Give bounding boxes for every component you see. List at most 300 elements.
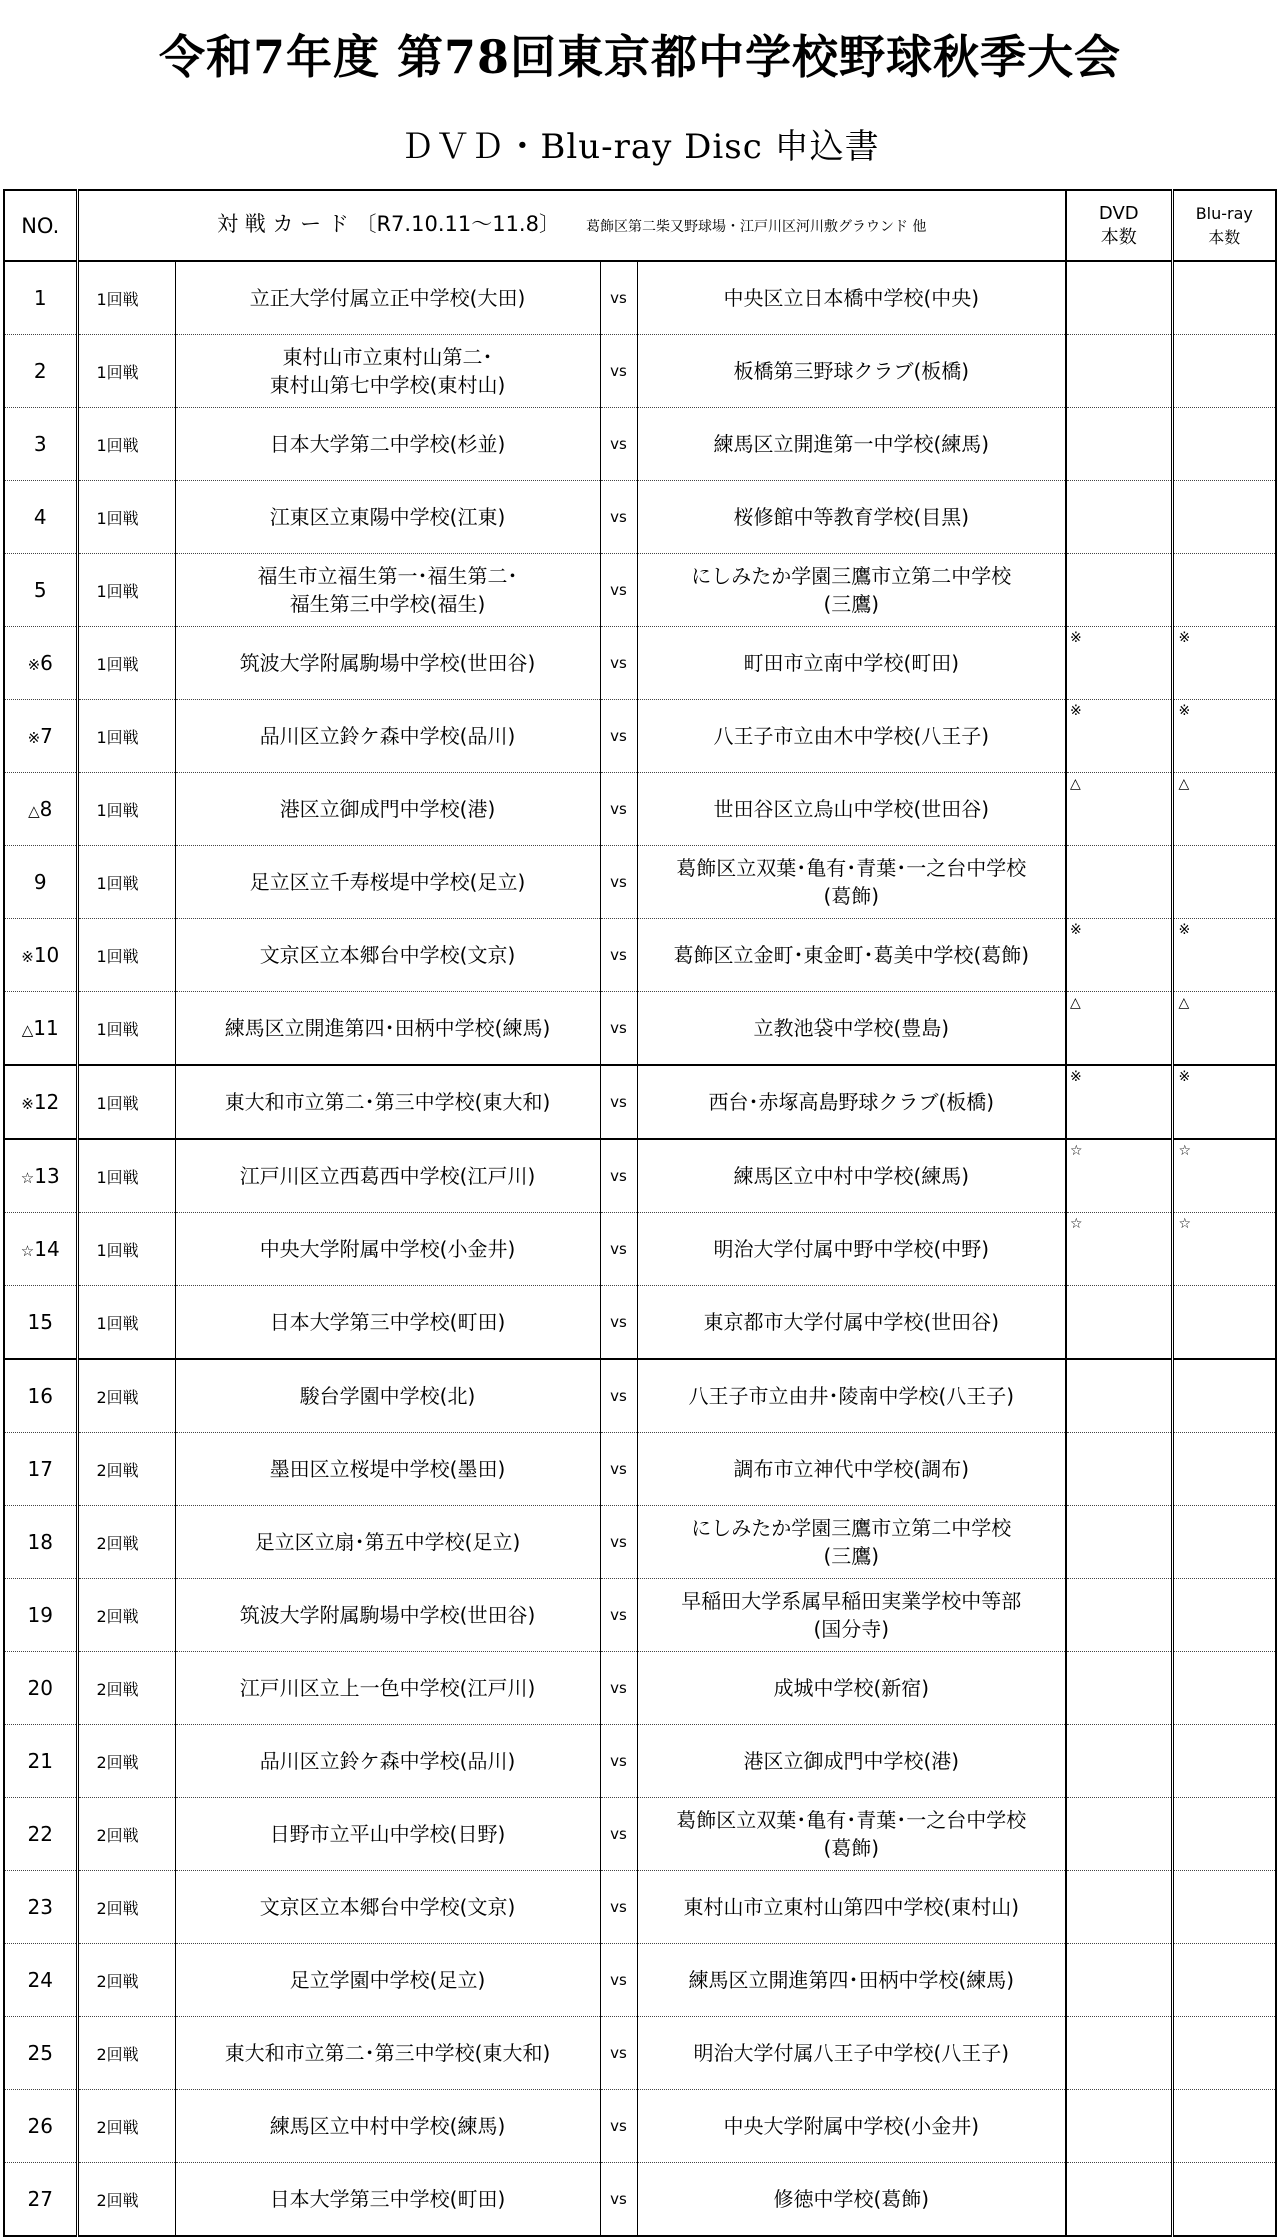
- away-team-cell: [637, 1798, 1066, 1871]
- bluray-count-cell[interactable]: [1172, 700, 1276, 773]
- round-label: 1回戦: [96, 1240, 139, 1260]
- round-cell: [77, 919, 175, 992]
- home-team-line: 江戸川区立西葛西中学校(江戸川): [239, 1164, 536, 1188]
- vs-cell: [600, 261, 637, 335]
- dvd-count-cell[interactable]: [1066, 700, 1172, 773]
- away-team-line: 板橋第三野球クラブ(板橋): [733, 359, 970, 383]
- vs-label: vs: [610, 2117, 627, 2135]
- round-label: 2回戦: [96, 1825, 139, 1845]
- dvd-count-cell[interactable]: [1066, 992, 1172, 1066]
- round-label: 2回戦: [96, 1752, 139, 1772]
- vs-cell: [600, 1871, 637, 1944]
- dvd-mark: △: [1070, 776, 1081, 792]
- home-team-line: 品川区立鈴ケ森中学校(品川): [259, 1749, 516, 1773]
- match-number: 7: [40, 724, 53, 748]
- header-bluray-count: [1172, 190, 1276, 261]
- dvd-count-cell[interactable]: [1066, 1944, 1172, 2017]
- home-team-cell: [175, 1286, 600, 1360]
- table-row: [4, 1652, 1276, 1725]
- match-number: 24: [27, 1968, 53, 1992]
- bluray-count-cell[interactable]: [1172, 1725, 1276, 1798]
- dvd-count-cell[interactable]: [1066, 1286, 1172, 1360]
- home-team-cell: [175, 773, 600, 846]
- header-venue-note: 葛飾区第二柴又野球場・江戸川区河川敷グラウンド 他: [585, 219, 927, 235]
- match-number: 23: [27, 1895, 53, 1919]
- round-label: 1回戦: [96, 362, 139, 382]
- vs-cell: [600, 1506, 637, 1579]
- away-team-line: 明治大学付属中野中学校(中野): [713, 1237, 990, 1261]
- away-team-line: 成城中学校(新宿): [773, 1676, 930, 1700]
- vs-label: vs: [610, 1093, 627, 1111]
- away-team-line: にしみたか学園三鷹市立第二中学校: [691, 564, 1012, 588]
- home-team-cell: [175, 1433, 600, 1506]
- home-team-cell: [175, 1065, 600, 1139]
- table-row: [4, 1139, 1276, 1213]
- dvd-count-cell[interactable]: [1066, 1433, 1172, 1506]
- away-team-line: 中央区立日本橋中学校(中央): [723, 286, 980, 310]
- dvd-count-cell[interactable]: [1066, 773, 1172, 846]
- home-team-line: 練馬区立中村中学校(練馬): [269, 2114, 506, 2138]
- round-cell: [77, 1725, 175, 1798]
- vs-label: vs: [610, 1825, 627, 1843]
- round-cell: [77, 2017, 175, 2090]
- away-team-line: 調布市立神代中学校(調布): [733, 1457, 970, 1481]
- match-mark: △: [28, 802, 40, 820]
- home-team-cell: [175, 408, 600, 481]
- away-team-line: 八王子市立由木中学校(八王子): [713, 724, 990, 748]
- bluray-count-cell[interactable]: [1172, 335, 1276, 408]
- away-team-cell: [637, 1139, 1066, 1213]
- home-team-cell: [175, 1944, 600, 2017]
- bluray-count-cell[interactable]: [1172, 2017, 1276, 2090]
- home-team-line: 福生市立福生第一･福生第二･: [257, 564, 518, 588]
- page-subtitle: ＤＶＤ・Blu-ray Disc 申込書: [400, 127, 880, 167]
- vs-cell: [600, 1652, 637, 1725]
- match-mark: ※: [27, 656, 41, 674]
- round-label: 1回戦: [96, 508, 139, 528]
- away-team-line: 葛飾区立双葉･亀有･青葉･一之台中学校: [676, 856, 1027, 880]
- away-team-cell: [637, 1065, 1066, 1139]
- bluray-count-cell[interactable]: [1172, 481, 1276, 554]
- home-team-line: 足立区立扇･第五中学校(足立): [254, 1530, 521, 1554]
- home-team-line: 足立区立千寿桜堤中学校(足立): [249, 870, 526, 894]
- dvd-count-cell[interactable]: [1066, 481, 1172, 554]
- round-cell: [77, 1871, 175, 1944]
- bluray-count-cell[interactable]: [1172, 408, 1276, 481]
- match-number-cell: [4, 2090, 77, 2163]
- home-team-cell: [175, 481, 600, 554]
- match-mark: ※: [27, 729, 41, 747]
- home-team-line: 東村山市立東村山第二･: [282, 345, 493, 369]
- bluray-mark: ※: [1178, 703, 1191, 719]
- home-team-cell: [175, 1506, 600, 1579]
- away-team-cell: [637, 700, 1066, 773]
- match-number-cell: [4, 261, 77, 335]
- home-team-line: 品川区立鈴ケ森中学校(品川): [259, 724, 516, 748]
- bluray-count-cell[interactable]: [1172, 1213, 1276, 1286]
- home-team-cell: [175, 1579, 600, 1652]
- home-team-cell: [175, 992, 600, 1066]
- round-label: 2回戦: [96, 1679, 139, 1699]
- match-number: 18: [27, 1530, 53, 1554]
- round-cell: [77, 1652, 175, 1725]
- vs-label: vs: [610, 1167, 627, 1185]
- match-number: 1: [33, 286, 47, 310]
- away-team-cell: [637, 2090, 1066, 2163]
- bluray-count-cell[interactable]: [1172, 1065, 1276, 1139]
- vs-cell: [600, 1579, 637, 1652]
- away-team-line: 中央大学附属中学校(小金井): [723, 2114, 980, 2138]
- match-number-cell: [4, 2017, 77, 2090]
- round-cell: [77, 1579, 175, 1652]
- match-number-cell: [4, 481, 77, 554]
- page-title: 令和7年度 第78回東京都中学校野球秋季大会: [158, 30, 1122, 84]
- round-label: 2回戦: [96, 1606, 139, 1626]
- home-team-cell: [175, 1139, 600, 1213]
- away-team-line: (国分寺): [813, 1617, 890, 1641]
- home-team-line: 江東区立東陽中学校(江東): [269, 505, 506, 529]
- round-label: 2回戦: [96, 2044, 139, 2064]
- table-row: [4, 2017, 1276, 2090]
- vs-label: vs: [610, 946, 627, 964]
- round-label: 1回戦: [96, 1019, 139, 1039]
- away-team-cell: [637, 919, 1066, 992]
- home-team-line: 駿台学園中学校(北): [299, 1384, 476, 1408]
- bluray-count-cell[interactable]: [1172, 2090, 1276, 2163]
- dvd-count-cell[interactable]: [1066, 1139, 1172, 1213]
- dvd-mark: ※: [1070, 703, 1082, 719]
- match-mark: ☆: [20, 1169, 35, 1187]
- match-number: 25: [27, 2041, 53, 2065]
- round-label: 1回戦: [96, 289, 139, 309]
- home-team-line: 日本大学第三中学校(町田): [269, 1310, 506, 1334]
- match-number: 3: [33, 432, 47, 456]
- away-team-cell: [637, 261, 1066, 335]
- home-team-line: 文京区立本郷台中学校(文京): [259, 943, 516, 967]
- away-team-line: 港区立御成門中学校(港): [743, 1749, 960, 1773]
- header-dvd-sublabel: 本数: [1100, 226, 1137, 248]
- vs-cell: [600, 1359, 637, 1433]
- home-team-line: 日本大学第二中学校(杉並): [269, 432, 506, 456]
- match-mark: ※: [21, 1095, 34, 1113]
- vs-cell: [600, 335, 637, 408]
- table-row: [4, 554, 1276, 627]
- away-team-line: (三鷹): [823, 1544, 880, 1568]
- table-row: [4, 2163, 1276, 2237]
- match-number-cell: [4, 1579, 77, 1652]
- bluray-mark: ☆: [1178, 1216, 1192, 1232]
- away-team-cell: [637, 481, 1066, 554]
- round-label: 1回戦: [96, 1093, 139, 1113]
- bluray-mark: △: [1178, 776, 1190, 792]
- match-mark: ※: [21, 948, 34, 966]
- match-number: 12: [33, 1090, 60, 1114]
- away-team-cell: [637, 1286, 1066, 1360]
- bluray-count-cell[interactable]: [1172, 1433, 1276, 1506]
- header-dvd-count: [1066, 190, 1172, 261]
- round-label: 1回戦: [96, 946, 139, 966]
- round-cell: [77, 408, 175, 481]
- bluray-mark: ※: [1178, 1069, 1191, 1085]
- vs-cell: [600, 627, 637, 700]
- bluray-count-cell[interactable]: [1172, 554, 1276, 627]
- vs-label: vs: [610, 1019, 627, 1037]
- vs-label: vs: [610, 362, 627, 380]
- away-team-cell: [637, 335, 1066, 408]
- table-row: [4, 1798, 1276, 1871]
- dvd-count-cell[interactable]: [1066, 1871, 1172, 1944]
- vs-label: vs: [610, 800, 627, 818]
- away-team-line: 桜修館中等教育学校(目黒): [733, 505, 970, 529]
- bluray-count-cell[interactable]: [1172, 261, 1276, 335]
- bluray-count-cell[interactable]: [1172, 992, 1276, 1066]
- table-row: [4, 1065, 1276, 1139]
- round-label: 1回戦: [96, 873, 139, 893]
- order-form-table: [3, 189, 1277, 2237]
- match-number-cell: [4, 627, 77, 700]
- bluray-count-cell[interactable]: [1172, 1359, 1276, 1433]
- home-team-line: 中央大学附属中学校(小金井): [259, 1237, 516, 1261]
- table-row: [4, 846, 1276, 919]
- round-cell: [77, 846, 175, 919]
- round-label: 2回戦: [96, 2117, 139, 2137]
- round-cell: [77, 335, 175, 408]
- dvd-count-cell[interactable]: [1066, 1798, 1172, 1871]
- match-number-cell: [4, 773, 77, 846]
- away-team-cell: [637, 992, 1066, 1066]
- bluray-count-cell[interactable]: [1172, 1871, 1276, 1944]
- dvd-mark: ※: [1070, 922, 1082, 938]
- round-label: 1回戦: [96, 800, 139, 820]
- away-team-line: (葛飾): [823, 884, 880, 908]
- vs-cell: [600, 773, 637, 846]
- home-team-line: 東大和市立第二･第三中学校(東大和): [224, 2041, 551, 2065]
- vs-cell: [600, 1944, 637, 2017]
- match-number-cell: [4, 1359, 77, 1433]
- dvd-count-cell[interactable]: [1066, 554, 1172, 627]
- bluray-count-cell[interactable]: [1172, 773, 1276, 846]
- vs-cell: [600, 846, 637, 919]
- dvd-count-cell[interactable]: [1066, 261, 1172, 335]
- table-row: [4, 335, 1276, 408]
- match-number: 17: [27, 1457, 53, 1481]
- bluray-count-cell[interactable]: [1172, 1579, 1276, 1652]
- away-team-line: 東村山市立東村山第四中学校(東村山): [683, 1895, 1020, 1919]
- dvd-count-cell[interactable]: [1066, 1725, 1172, 1798]
- vs-cell: [600, 1139, 637, 1213]
- away-team-line: 葛飾区立双葉･亀有･青葉･一之台中学校: [676, 1808, 1027, 1832]
- vs-cell: [600, 554, 637, 627]
- away-team-cell: [637, 1871, 1066, 1944]
- match-number: 14: [34, 1237, 60, 1261]
- home-team-line: 福生第三中学校(福生): [289, 592, 486, 616]
- bluray-count-cell[interactable]: [1172, 846, 1276, 919]
- away-team-cell: [637, 846, 1066, 919]
- home-team-line: 文京区立本郷台中学校(文京): [259, 1895, 516, 1919]
- table-row: [4, 919, 1276, 992]
- match-number: 10: [33, 943, 60, 967]
- away-team-line: 明治大学付属八王子中学校(八王子): [693, 2041, 1010, 2065]
- away-team-line: 葛飾区立金町･東金町･葛美中学校(葛飾): [673, 943, 1030, 967]
- dvd-mark: ※: [1070, 630, 1082, 646]
- match-number-cell: [4, 1065, 77, 1139]
- vs-cell: [600, 2163, 637, 2237]
- home-team-line: 立正大学付属立正中学校(大田): [249, 286, 526, 310]
- header-bluray-sublabel: 本数: [1208, 227, 1241, 247]
- away-team-line: 西台･赤塚高島野球クラブ(板橋): [708, 1090, 995, 1114]
- bluray-count-cell[interactable]: [1172, 1798, 1276, 1871]
- match-number-cell: [4, 1139, 77, 1213]
- table-row: [4, 992, 1276, 1066]
- vs-label: vs: [610, 1752, 627, 1770]
- home-team-line: 東大和市立第二･第三中学校(東大和): [224, 1090, 551, 1114]
- home-team-line: 墨田区立桜堤中学校(墨田): [269, 1457, 506, 1481]
- dvd-count-cell[interactable]: [1066, 2163, 1172, 2237]
- vs-cell: [600, 481, 637, 554]
- home-team-line: 日本大学第三中学校(町田): [269, 2187, 506, 2211]
- round-label: 2回戦: [96, 1460, 139, 1480]
- home-team-cell: [175, 335, 600, 408]
- vs-label: vs: [610, 873, 627, 891]
- bluray-count-cell[interactable]: [1172, 627, 1276, 700]
- round-label: 2回戦: [96, 2190, 139, 2210]
- home-team-cell: [175, 554, 600, 627]
- vs-cell: [600, 1798, 637, 1871]
- home-team-cell: [175, 1652, 600, 1725]
- away-team-cell: [637, 1506, 1066, 1579]
- round-cell: [77, 2090, 175, 2163]
- match-number: 6: [40, 651, 53, 675]
- vs-label: vs: [610, 1313, 627, 1331]
- match-number-cell: [4, 554, 77, 627]
- match-number-cell: [4, 1506, 77, 1579]
- table-row: [4, 1871, 1276, 1944]
- vs-label: vs: [610, 1240, 627, 1258]
- match-number: 9: [33, 870, 47, 894]
- match-number: 22: [27, 1822, 53, 1846]
- dvd-count-cell[interactable]: [1066, 1213, 1172, 1286]
- vs-cell: [600, 1725, 637, 1798]
- dvd-count-cell[interactable]: [1066, 1652, 1172, 1725]
- bluray-mark: ☆: [1178, 1143, 1192, 1159]
- vs-label: vs: [610, 1898, 627, 1916]
- match-number-cell: [4, 919, 77, 992]
- away-team-cell: [637, 1652, 1066, 1725]
- vs-label: vs: [610, 1533, 627, 1551]
- dvd-count-cell[interactable]: [1066, 919, 1172, 992]
- table-row: [4, 1213, 1276, 1286]
- dvd-count-cell[interactable]: [1066, 627, 1172, 700]
- match-number-cell: [4, 1944, 77, 2017]
- away-team-line: 練馬区立開進第一中学校(練馬): [713, 432, 990, 456]
- home-team-line: 練馬区立開進第四･田柄中学校(練馬): [224, 1016, 551, 1040]
- table-header-row: [4, 190, 1276, 261]
- dvd-count-cell[interactable]: [1066, 1579, 1172, 1652]
- away-team-line: 立教池袋中学校(豊島): [753, 1016, 950, 1040]
- round-cell: [77, 700, 175, 773]
- away-team-cell: [637, 408, 1066, 481]
- bluray-mark: △: [1178, 995, 1190, 1011]
- dvd-mark: △: [1070, 995, 1081, 1011]
- vs-cell: [600, 700, 637, 773]
- dvd-count-cell[interactable]: [1066, 1506, 1172, 1579]
- away-team-line: 町田市立南中学校(町田): [743, 651, 960, 675]
- home-team-line: 筑波大学附属駒場中学校(世田谷): [239, 651, 536, 675]
- round-label: 2回戦: [96, 1971, 139, 1991]
- vs-cell: [600, 408, 637, 481]
- home-team-cell: [175, 2017, 600, 2090]
- dvd-count-cell[interactable]: [1066, 2090, 1172, 2163]
- away-team-cell: [637, 1359, 1066, 1433]
- match-number-cell: [4, 1652, 77, 1725]
- away-team-line: 八王子市立由井･陵南中学校(八王子): [688, 1384, 1015, 1408]
- round-label: 2回戦: [96, 1387, 139, 1407]
- bluray-count-cell[interactable]: [1172, 1139, 1276, 1213]
- bluray-count-cell[interactable]: [1172, 1944, 1276, 2017]
- match-number: 5: [33, 578, 47, 602]
- vs-cell: [600, 992, 637, 1066]
- away-team-cell: [637, 554, 1066, 627]
- vs-label: vs: [610, 1679, 627, 1697]
- bluray-count-cell[interactable]: [1172, 1506, 1276, 1579]
- match-number-cell: [4, 1725, 77, 1798]
- match-number: 15: [27, 1310, 53, 1334]
- round-label: 1回戦: [96, 654, 139, 674]
- round-label: 1回戦: [96, 1313, 139, 1333]
- vs-cell: [600, 2017, 637, 2090]
- vs-label: vs: [610, 508, 627, 526]
- dvd-count-cell[interactable]: [1066, 2017, 1172, 2090]
- vs-label: vs: [610, 1606, 627, 1624]
- home-team-cell: [175, 627, 600, 700]
- round-cell: [77, 2163, 175, 2237]
- vs-cell: [600, 1286, 637, 1360]
- vs-label: vs: [610, 2044, 627, 2062]
- match-number-cell: [4, 992, 77, 1066]
- home-team-cell: [175, 261, 600, 335]
- table-row: [4, 481, 1276, 554]
- match-number-cell: [4, 1798, 77, 1871]
- header-bluray-label: Blu-ray: [1195, 203, 1253, 223]
- away-team-cell: [637, 2163, 1066, 2237]
- table-row: [4, 408, 1276, 481]
- round-cell: [77, 1286, 175, 1360]
- header-card-label: 対 戦 カ ー ド 〔R7.10.11～11.8〕: [217, 212, 560, 236]
- table-row: [4, 1286, 1276, 1360]
- match-number-cell: [4, 846, 77, 919]
- round-label: 2回戦: [96, 1533, 139, 1553]
- bluray-count-cell[interactable]: [1172, 1652, 1276, 1725]
- round-label: 2回戦: [96, 1898, 139, 1918]
- dvd-count-cell[interactable]: [1066, 1359, 1172, 1433]
- dvd-count-cell[interactable]: [1066, 1065, 1172, 1139]
- dvd-count-cell[interactable]: [1066, 335, 1172, 408]
- dvd-count-cell[interactable]: [1066, 846, 1172, 919]
- away-team-cell: [637, 1579, 1066, 1652]
- table-row: [4, 773, 1276, 846]
- round-label: 1回戦: [96, 435, 139, 455]
- bluray-count-cell[interactable]: [1172, 1286, 1276, 1360]
- match-number: 8: [39, 797, 53, 821]
- dvd-count-cell[interactable]: [1066, 408, 1172, 481]
- bluray-count-cell[interactable]: [1172, 919, 1276, 992]
- away-team-line: にしみたか学園三鷹市立第二中学校: [691, 1516, 1012, 1540]
- header-match-card: [77, 190, 1066, 261]
- match-mark: ☆: [20, 1242, 35, 1260]
- away-team-cell: [637, 1944, 1066, 2017]
- bluray-count-cell[interactable]: [1172, 2163, 1276, 2237]
- vs-label: vs: [610, 1460, 627, 1478]
